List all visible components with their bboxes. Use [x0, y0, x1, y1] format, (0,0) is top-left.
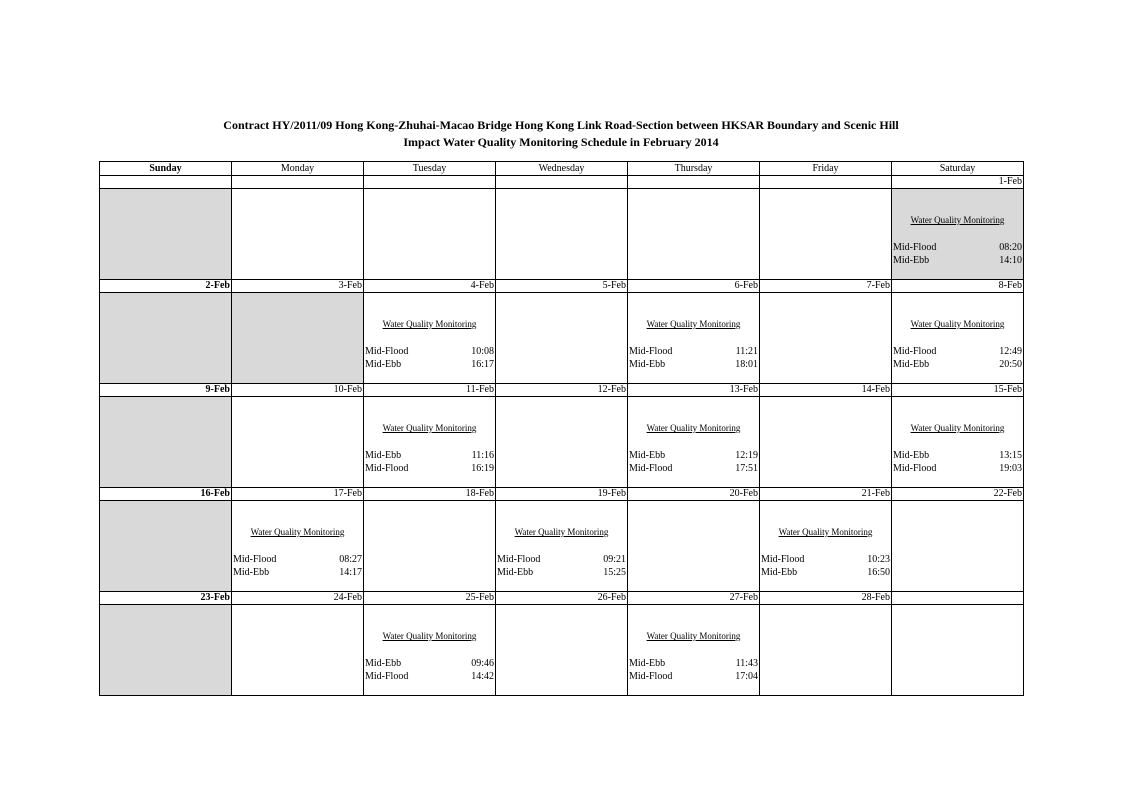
tide-name: Mid-Flood	[629, 463, 673, 474]
tide-row	[629, 462, 758, 475]
week-row	[100, 397, 1024, 488]
day-cell	[364, 501, 496, 592]
tide-name: Mid-Ebb	[629, 658, 666, 669]
day-cell	[232, 605, 364, 696]
day-cell	[232, 189, 364, 280]
day-cell	[760, 605, 892, 696]
day-cell	[760, 293, 892, 384]
week-row	[100, 501, 1024, 592]
monitoring-event-label: Water Quality Monitoring	[646, 631, 741, 641]
tide-schedule	[892, 241, 1023, 267]
weekday-header-wednesday: Wednesday	[496, 162, 628, 176]
tide-row	[497, 566, 626, 579]
monitoring-event-label: Water Quality Monitoring	[910, 423, 1005, 433]
tide-row	[893, 449, 1022, 462]
date-label: 19-Feb	[496, 488, 628, 501]
tide-row	[893, 345, 1022, 358]
tide-row	[893, 462, 1022, 475]
tide-name: Mid-Ebb	[365, 450, 402, 461]
monitoring-event-label: Water Quality Monitoring	[382, 631, 477, 641]
tide-row	[629, 657, 758, 670]
tide-row	[893, 254, 1022, 267]
tide-time: 14:10	[999, 255, 1022, 266]
day-cell	[100, 397, 232, 488]
monitoring-event-label: Water Quality Monitoring	[382, 423, 477, 433]
tide-time: 10:08	[471, 346, 494, 357]
tide-name: Mid-Flood	[893, 242, 937, 253]
tide-name: Mid-Ebb	[365, 359, 402, 370]
date-label: 14-Feb	[760, 384, 892, 397]
date-label: 9-Feb	[100, 384, 232, 397]
document-title: Contract HY/2011/09 Hong Kong-Zhuhai-Macao Bridge Hong Kong Link Road-Section between HKSAR Boundary and Scenic Hill	[223, 118, 899, 132]
tide-row	[233, 553, 362, 566]
tide-row	[365, 449, 494, 462]
week-row	[100, 293, 1024, 384]
tide-time: 16:50	[867, 567, 890, 578]
day-cell	[364, 397, 496, 488]
date-label: 12-Feb	[496, 384, 628, 397]
day-cell	[760, 189, 892, 280]
tide-name: Mid-Ebb	[761, 567, 798, 578]
tide-schedule	[760, 553, 891, 579]
tide-name: Mid-Flood	[233, 554, 277, 565]
day-cell	[496, 501, 628, 592]
tide-time: 12:19	[735, 450, 758, 461]
date-label: 6-Feb	[628, 280, 760, 293]
tide-time: 10:23	[867, 554, 890, 565]
day-cell	[232, 501, 364, 592]
monitoring-event-label: Water Quality Monitoring	[382, 319, 477, 329]
day-cell	[628, 397, 760, 488]
date-label	[628, 176, 760, 189]
date-label: 21-Feb	[760, 488, 892, 501]
tide-schedule	[496, 553, 627, 579]
day-cell	[496, 605, 628, 696]
tide-name: Mid-Flood	[893, 463, 937, 474]
day-cell	[100, 605, 232, 696]
tide-schedule	[364, 345, 495, 371]
date-row	[100, 176, 1024, 189]
date-label: 24-Feb	[232, 592, 364, 605]
tide-row	[761, 553, 890, 566]
day-cell	[232, 293, 364, 384]
weekday-header-row	[100, 162, 1024, 176]
tide-time: 17:51	[735, 463, 758, 474]
tide-time: 11:43	[735, 658, 758, 669]
tide-row	[629, 345, 758, 358]
tide-time: 16:17	[471, 359, 494, 370]
tide-name: Mid-Ebb	[893, 255, 930, 266]
tide-name: Mid-Ebb	[365, 658, 402, 669]
monitoring-event-label: Water Quality Monitoring	[646, 423, 741, 433]
date-label	[760, 176, 892, 189]
day-cell	[364, 189, 496, 280]
day-cell	[892, 293, 1024, 384]
day-cell	[232, 397, 364, 488]
week-row	[100, 605, 1024, 696]
tide-time: 11:16	[471, 450, 494, 461]
date-label	[100, 176, 232, 189]
tide-name: Mid-Flood	[365, 463, 409, 474]
tide-name: Mid-Ebb	[233, 567, 270, 578]
tide-time: 12:49	[999, 346, 1022, 357]
tide-name: Mid-Flood	[761, 554, 805, 565]
tide-name: Mid-Flood	[497, 554, 541, 565]
tide-time: 09:46	[471, 658, 494, 669]
tide-name: Mid-Ebb	[629, 450, 666, 461]
weekday-header-friday: Friday	[760, 162, 892, 176]
date-label: 15-Feb	[892, 384, 1024, 397]
date-label: 11-Feb	[364, 384, 496, 397]
tide-row	[365, 657, 494, 670]
date-label	[892, 592, 1024, 605]
tide-name: Mid-Ebb	[893, 450, 930, 461]
day-cell	[892, 189, 1024, 280]
weekday-header-thursday: Thursday	[628, 162, 760, 176]
week-row	[100, 189, 1024, 280]
tide-schedule	[892, 449, 1023, 475]
tide-time: 18:01	[735, 359, 758, 370]
tide-time: 11:21	[735, 346, 758, 357]
date-label: 8-Feb	[892, 280, 1024, 293]
date-label: 10-Feb	[232, 384, 364, 397]
tide-row	[629, 358, 758, 371]
date-label: 25-Feb	[364, 592, 496, 605]
day-cell	[496, 293, 628, 384]
tide-schedule	[364, 449, 495, 475]
date-label	[232, 176, 364, 189]
day-cell	[892, 397, 1024, 488]
tide-time: 20:50	[999, 359, 1022, 370]
tide-schedule	[364, 657, 495, 683]
date-label: 26-Feb	[496, 592, 628, 605]
monitoring-event-label: Water Quality Monitoring	[514, 527, 609, 537]
date-row	[100, 488, 1024, 501]
day-cell	[628, 605, 760, 696]
day-cell	[892, 501, 1024, 592]
day-cell	[496, 397, 628, 488]
tide-time: 17:04	[735, 671, 758, 682]
tide-row	[893, 358, 1022, 371]
day-cell	[100, 501, 232, 592]
day-cell	[628, 189, 760, 280]
tide-name: Mid-Ebb	[629, 359, 666, 370]
tide-row	[497, 553, 626, 566]
day-cell	[496, 189, 628, 280]
tide-time: 08:27	[339, 554, 362, 565]
date-label: 4-Feb	[364, 280, 496, 293]
monitoring-event-label: Water Quality Monitoring	[910, 319, 1005, 329]
date-row	[100, 280, 1024, 293]
tide-name: Mid-Flood	[365, 671, 409, 682]
tide-row	[629, 670, 758, 683]
monitoring-event-label: Water Quality Monitoring	[778, 527, 873, 537]
day-cell	[100, 189, 232, 280]
tide-time: 14:42	[471, 671, 494, 682]
date-label: 2-Feb	[100, 280, 232, 293]
date-row	[100, 384, 1024, 397]
day-cell	[364, 293, 496, 384]
date-label: 5-Feb	[496, 280, 628, 293]
monitoring-event-label: Water Quality Monitoring	[646, 319, 741, 329]
date-label: 28-Feb	[760, 592, 892, 605]
date-label: 20-Feb	[628, 488, 760, 501]
tide-row	[365, 345, 494, 358]
date-label: 3-Feb	[232, 280, 364, 293]
calendar-table	[99, 161, 1024, 696]
tide-row	[365, 462, 494, 475]
tide-time: 14:17	[339, 567, 362, 578]
tide-time: 16:19	[471, 463, 494, 474]
day-cell	[892, 605, 1024, 696]
day-cell	[760, 397, 892, 488]
document-subtitle: Impact Water Quality Monitoring Schedule in February 2014	[403, 135, 719, 149]
day-cell	[760, 501, 892, 592]
date-label: 18-Feb	[364, 488, 496, 501]
tide-schedule	[628, 345, 759, 371]
day-cell	[628, 293, 760, 384]
weekday-header-saturday: Saturday	[892, 162, 1024, 176]
tide-name: Mid-Flood	[629, 346, 673, 357]
weekday-header-tuesday: Tuesday	[364, 162, 496, 176]
tide-schedule	[628, 657, 759, 683]
date-label	[496, 176, 628, 189]
tide-time: 09:21	[603, 554, 626, 565]
date-label: 16-Feb	[100, 488, 232, 501]
tide-time: 13:15	[999, 450, 1022, 461]
date-label: 27-Feb	[628, 592, 760, 605]
tide-name: Mid-Flood	[893, 346, 937, 357]
tide-schedule	[232, 553, 363, 579]
date-label: 1-Feb	[892, 176, 1024, 189]
date-label	[364, 176, 496, 189]
tide-name: Mid-Flood	[365, 346, 409, 357]
tide-row	[365, 358, 494, 371]
tide-row	[365, 670, 494, 683]
date-label: 17-Feb	[232, 488, 364, 501]
date-label: 23-Feb	[100, 592, 232, 605]
day-cell	[628, 501, 760, 592]
monitoring-event-label: Water Quality Monitoring	[910, 215, 1005, 225]
day-cell	[100, 293, 232, 384]
date-label: 7-Feb	[760, 280, 892, 293]
tide-row	[233, 566, 362, 579]
tide-schedule	[892, 345, 1023, 371]
date-row	[100, 592, 1024, 605]
tide-row	[629, 449, 758, 462]
date-label: 13-Feb	[628, 384, 760, 397]
date-label: 22-Feb	[892, 488, 1024, 501]
tide-name: Mid-Flood	[629, 671, 673, 682]
tide-name: Mid-Ebb	[497, 567, 534, 578]
tide-time: 08:20	[999, 242, 1022, 253]
weekday-header-monday: Monday	[232, 162, 364, 176]
tide-time: 15:25	[603, 567, 626, 578]
tide-time: 19:03	[999, 463, 1022, 474]
monitoring-event-label: Water Quality Monitoring	[250, 527, 345, 537]
tide-row	[893, 241, 1022, 254]
day-cell	[364, 605, 496, 696]
tide-schedule	[628, 449, 759, 475]
weekday-header-sunday: Sunday	[100, 162, 232, 176]
tide-row	[761, 566, 890, 579]
tide-name: Mid-Ebb	[893, 359, 930, 370]
